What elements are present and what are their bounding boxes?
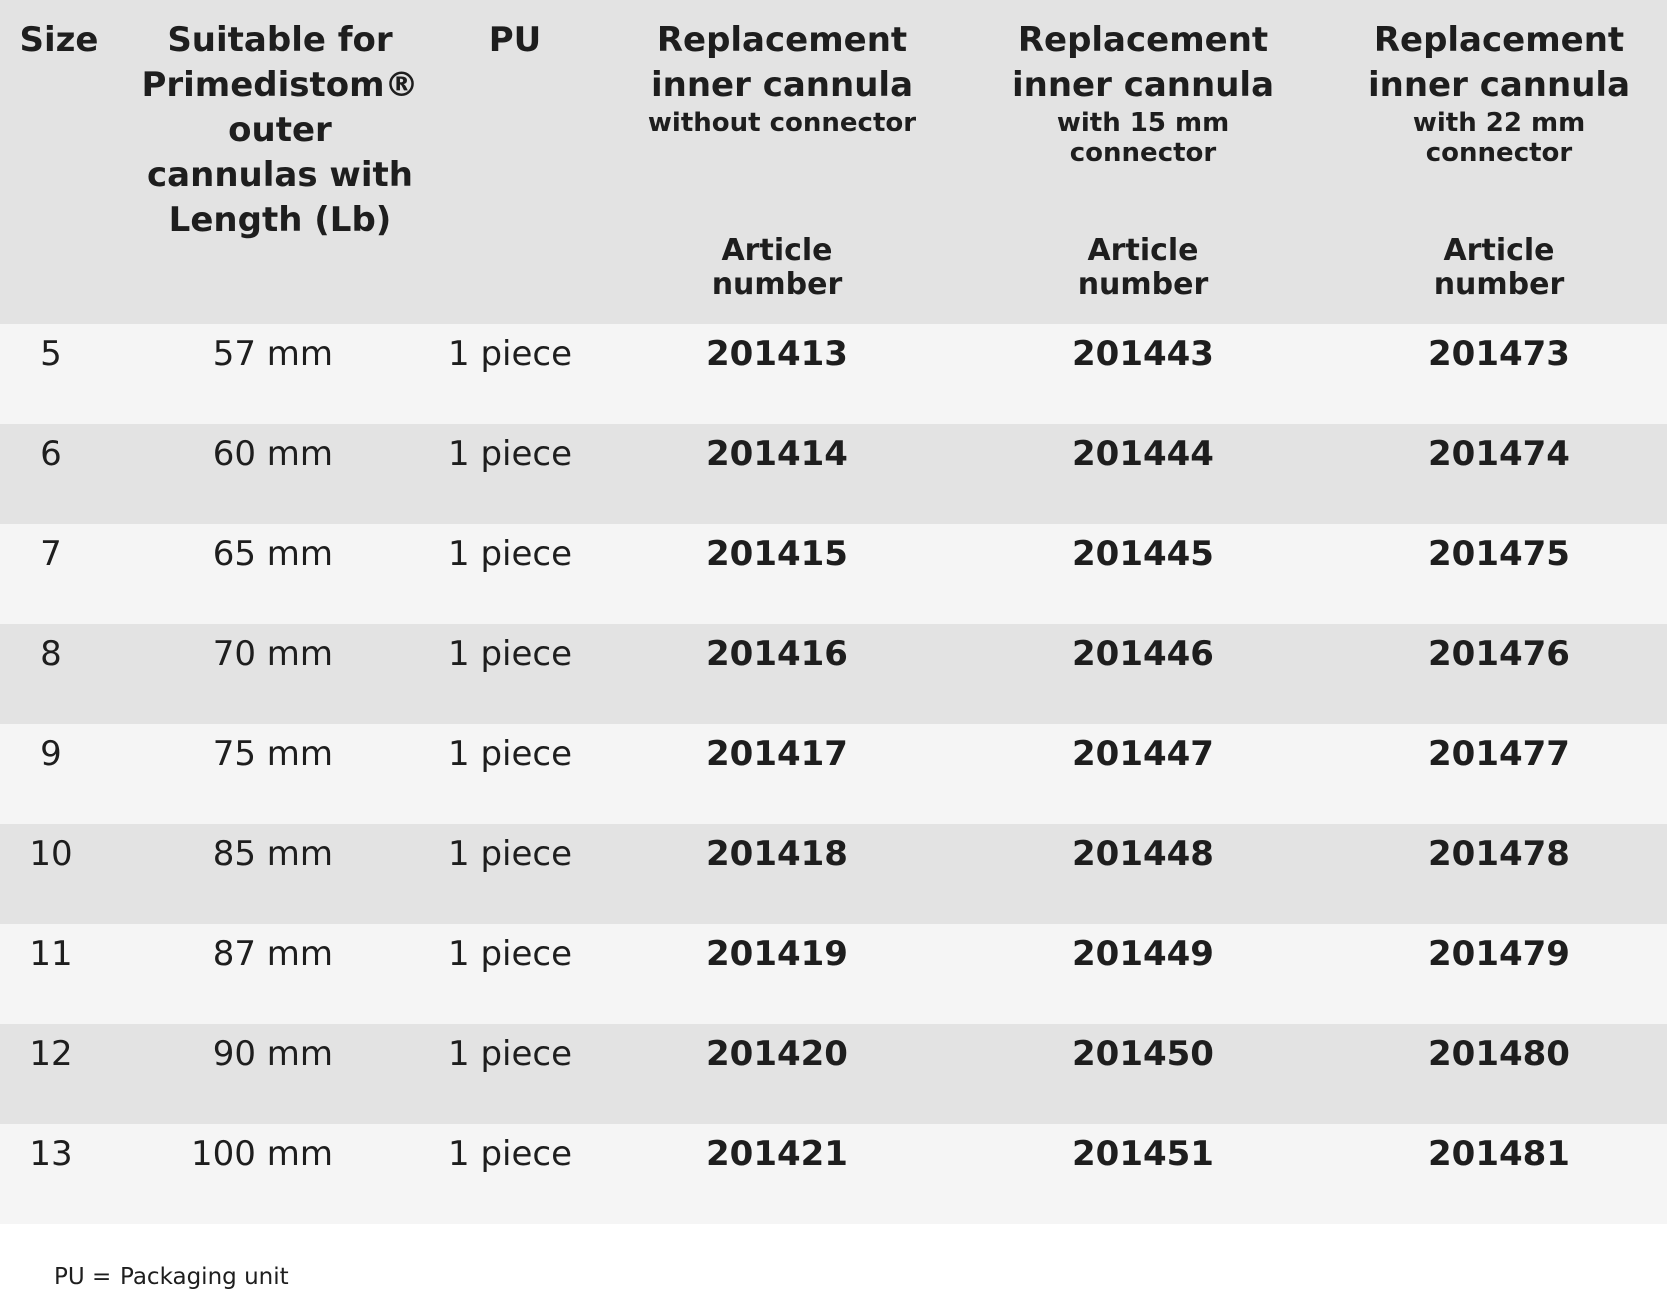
cell-article-22mm-connector: 201478 — [1428, 834, 1570, 874]
cell-article-without-connector: 201415 — [706, 534, 848, 574]
cell-article-15mm-connector: 201451 — [1072, 1134, 1214, 1174]
header-suitable-line: Primedistom® outer — [141, 65, 419, 150]
cell-length: 87 mm — [212, 934, 333, 974]
cell-size: 6 — [40, 434, 62, 474]
header-col1-sub: without connector — [647, 108, 917, 138]
cell-article-22mm-connector: 201481 — [1428, 1134, 1570, 1174]
cell-article-without-connector: 201416 — [706, 634, 848, 674]
header-col1-title1: Replacement — [656, 20, 908, 60]
cell-article-22mm-connector: 201476 — [1428, 634, 1570, 674]
header-pu-label: PU — [488, 20, 542, 60]
cell-length: 90 mm — [212, 1034, 333, 1074]
cell-article-15mm-connector: 201446 — [1072, 634, 1214, 674]
cell-article-22mm-connector: 201474 — [1428, 434, 1570, 474]
cell-size: 9 — [40, 734, 62, 774]
cell-size: 11 — [29, 934, 73, 974]
footnote-text: Packaging unit — [120, 1264, 289, 1290]
header-suitable-for — [110, 18, 450, 243]
header-col3-article-number — [1374, 234, 1624, 302]
table-row — [0, 1024, 1667, 1124]
cell-article-22mm-connector: 201475 — [1428, 534, 1570, 574]
cell-size: 5 — [40, 334, 62, 374]
header-col-22mm-connector — [1344, 18, 1654, 168]
cell-length: 65 mm — [212, 534, 333, 574]
header-size — [0, 18, 118, 63]
table-row — [0, 724, 1667, 824]
header-col1-title2: inner cannula — [650, 65, 914, 105]
cell-length: 85 mm — [212, 834, 333, 874]
cell-article-15mm-connector: 201444 — [1072, 434, 1214, 474]
cell-article-without-connector: 201414 — [706, 434, 848, 474]
footnote-abbr: PU = — [54, 1264, 112, 1290]
cell-pu: 1 piece — [448, 634, 572, 674]
header-suitable-line: Suitable for — [167, 20, 393, 60]
cell-pu: 1 piece — [448, 334, 572, 374]
cell-article-without-connector: 201419 — [706, 934, 848, 974]
cell-pu: 1 piece — [448, 534, 572, 574]
table-row — [0, 524, 1667, 624]
cell-article-without-connector: 201421 — [706, 1134, 848, 1174]
header-col3-title2: inner cannula — [1367, 65, 1631, 105]
table-row — [0, 924, 1667, 1024]
cell-article-22mm-connector: 201473 — [1428, 334, 1570, 374]
cell-length: 100 mm — [191, 1134, 333, 1174]
cell-article-15mm-connector: 201449 — [1072, 934, 1214, 974]
cell-article-15mm-connector: 201450 — [1072, 1034, 1214, 1074]
cell-length: 60 mm — [212, 434, 333, 474]
cell-length: 70 mm — [212, 634, 333, 674]
cell-pu: 1 piece — [448, 734, 572, 774]
cell-size: 12 — [29, 1034, 73, 1074]
cell-size: 13 — [29, 1134, 73, 1174]
cell-article-22mm-connector: 201477 — [1428, 734, 1570, 774]
table-row — [0, 324, 1667, 424]
cell-pu: 1 piece — [448, 1034, 572, 1074]
cell-size: 8 — [40, 634, 62, 674]
header-col1-art2: number — [711, 267, 843, 302]
cell-size: 10 — [29, 834, 73, 874]
footnote — [54, 1262, 289, 1292]
cell-article-22mm-connector: 201479 — [1428, 934, 1570, 974]
cell-article-without-connector: 201417 — [706, 734, 848, 774]
cell-article-22mm-connector: 201480 — [1428, 1034, 1570, 1074]
header-col2-title1: Replacement — [1017, 20, 1269, 60]
table-row — [0, 624, 1667, 724]
table-row — [0, 424, 1667, 524]
header-suitable-line: cannulas with — [147, 155, 413, 195]
cell-pu: 1 piece — [448, 834, 572, 874]
cell-length: 57 mm — [212, 334, 333, 374]
cell-pu: 1 piece — [448, 434, 572, 474]
cell-size: 7 — [40, 534, 62, 574]
cell-article-15mm-connector: 201448 — [1072, 834, 1214, 874]
header-col2-art1: Article — [1087, 233, 1199, 268]
header-col3-art1: Article — [1443, 233, 1555, 268]
cell-article-15mm-connector: 201447 — [1072, 734, 1214, 774]
header-col1-art1: Article — [721, 233, 833, 268]
cell-article-without-connector: 201420 — [706, 1034, 848, 1074]
header-col2-art2: number — [1077, 267, 1209, 302]
header-size-label: Size — [19, 20, 99, 60]
header-col2-title2: inner cannula — [1011, 65, 1275, 105]
header-col1-article-number — [652, 234, 902, 302]
header-col2-sub: with 15 mm connector — [1056, 108, 1230, 168]
table-header — [0, 0, 1667, 324]
header-col-without-connector — [622, 18, 942, 138]
cell-article-15mm-connector: 201445 — [1072, 534, 1214, 574]
header-col-15mm-connector — [988, 18, 1298, 168]
cell-pu: 1 piece — [448, 1134, 572, 1174]
header-col3-sub: with 22 mm connector — [1412, 108, 1586, 168]
cell-article-15mm-connector: 201443 — [1072, 334, 1214, 374]
table-row — [0, 824, 1667, 924]
cell-pu: 1 piece — [448, 934, 572, 974]
table-row — [0, 1124, 1667, 1224]
cell-length: 75 mm — [212, 734, 333, 774]
header-suitable-line: Length (Lb) — [168, 200, 392, 240]
cell-article-without-connector: 201413 — [706, 334, 848, 374]
header-pu — [450, 18, 580, 63]
header-col3-title1: Replacement — [1373, 20, 1625, 60]
header-col3-art2: number — [1433, 267, 1565, 302]
cell-article-without-connector: 201418 — [706, 834, 848, 874]
header-col2-article-number — [1018, 234, 1268, 302]
